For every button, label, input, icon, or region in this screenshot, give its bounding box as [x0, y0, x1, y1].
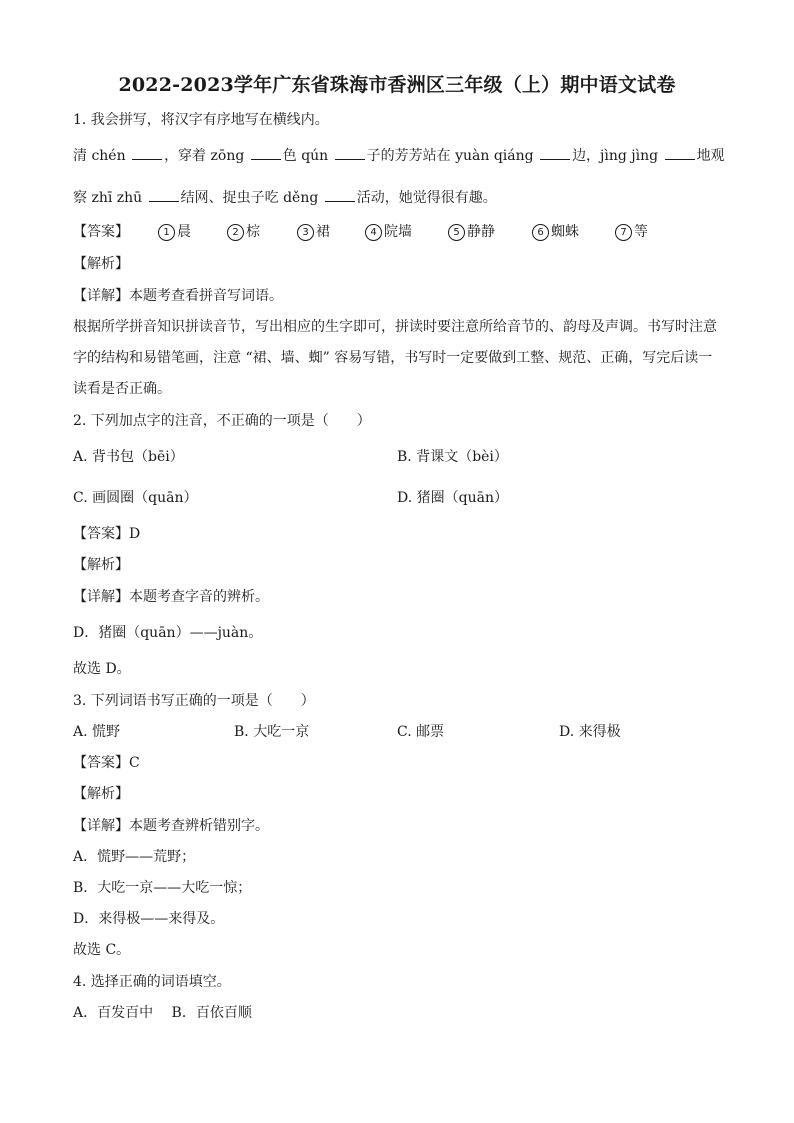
q1-answer-5 [448, 222, 495, 242]
circled-number-icon: 6 [532, 224, 549, 241]
circled-number-icon: 5 [448, 224, 465, 241]
answer-text: 蜘蛛 [551, 224, 579, 240]
answer-text: 晨 [177, 224, 191, 240]
circled-number-icon: 7 [615, 224, 632, 241]
q1-text-seg: 察 zhī zhū [73, 190, 147, 206]
answer-blank [132, 146, 162, 160]
q3-explain-b: B．大吃一京——大吃一惊； [73, 880, 252, 896]
q2-detail: 【详解】本题考查字音的辨析。 [73, 589, 269, 605]
q1-explain-line2: 字的结构和易错笔画，注意 “裙、墙、蜘” 容易写错，书写时一定要做到工整、规范、正确，写完后读一 [73, 350, 713, 366]
q3-explain-d: D．来得极——来得及。 [73, 911, 225, 927]
q3-prompt: 3. 下列词语书写正确的一项是（ ） [73, 693, 315, 709]
answer-blank [325, 188, 355, 202]
q2-prompt: 2. 下列加点字的注音，不正确的一项是（ ） [73, 413, 371, 429]
answer-blank [149, 188, 179, 202]
answer-text: 裙 [316, 224, 330, 240]
q4-options: A．百发百中 B．百依百顺 [73, 1005, 252, 1021]
answer-blank [251, 146, 281, 160]
q1-text-seg: 子的芳芳站在 yuàn qiáng [366, 148, 539, 164]
q2-option-b: B. 背课文（bèi） [397, 449, 508, 465]
q1-explain-line3: 读看是否正确。 [73, 381, 171, 397]
q3-option-d: D. 来得极 [559, 724, 621, 740]
q4-prompt: 4. 选择正确的词语填空。 [73, 974, 231, 990]
q2-explain: D．猪圈（quān）——juàn。 [73, 625, 263, 641]
q1-text-seg: 色 qún [282, 148, 333, 164]
answer-blank [540, 146, 570, 160]
q3-explain-a: A．慌野——荒野； [73, 849, 196, 865]
q1-text-seg: 地观 [696, 148, 725, 164]
circled-number-icon: 2 [227, 224, 244, 241]
q1-text-seg: 活动，她觉得很有趣。 [356, 190, 497, 206]
q1-answer-label: 【答案】 [73, 224, 129, 240]
q3-option-a: A. 慌野 [73, 724, 121, 740]
q1-answer-4 [365, 222, 412, 242]
circled-number-icon: 4 [365, 224, 382, 241]
q1-explain-line1: 根据所学拼音知识拼读音节，写出相应的生字即可，拼读时要注意所给音节的、韵母及声调。书写时注意 [73, 319, 717, 335]
q1-answer-7 [615, 222, 648, 242]
answer-text: 等 [634, 224, 648, 240]
q1-text-seg: 清 chén [73, 148, 131, 164]
circled-number-icon: 3 [297, 224, 314, 241]
q2-option-a: A. 背书包（bēi） [73, 449, 184, 465]
answer-text: 静静 [467, 224, 495, 240]
q1-answer-1 [158, 222, 191, 242]
q3-option-b: B. 大吃一京 [234, 724, 310, 740]
answer-blank [335, 146, 365, 160]
q2-option-c: C. 画圆圈（quān） [73, 490, 198, 506]
answer-text: 院墙 [384, 224, 412, 240]
q1-answer-2 [227, 222, 260, 242]
q2-option-d: D. 猪圈（quān） [397, 490, 508, 506]
q1-text-seg: ，穿着 zōng [164, 148, 249, 164]
q3-conclusion: 故选 C。 [73, 942, 131, 958]
q1-analysis-label: 【解析】 [73, 256, 129, 272]
q1-answer-3 [297, 222, 330, 242]
q2-conclusion: 故选 D。 [73, 661, 131, 677]
q1-prompt: 1. 我会拼写，将汉字有序地写在横线内。 [73, 112, 329, 128]
q2-analysis-label: 【解析】 [73, 557, 129, 573]
q3-option-c: C. 邮票 [397, 724, 445, 740]
answer-text: 棕 [246, 224, 260, 240]
q1-detail: 【详解】本题考查看拼音写词语。 [73, 288, 283, 304]
circled-number-icon: 1 [158, 224, 175, 241]
q3-detail: 【详解】本题考查辨析错别字。 [73, 818, 269, 834]
answer-blank [665, 146, 695, 160]
q3-answer: 【答案】C [73, 755, 140, 771]
q3-analysis-label: 【解析】 [73, 786, 129, 802]
q1-answer-6 [532, 222, 579, 242]
q1-text-seg: 边，jìng jìng [572, 148, 663, 164]
q2-answer: 【答案】D [73, 526, 141, 542]
page-title: 2022-2023学年广东省珠海市香洲区三年级（上）期中语文试卷 [118, 74, 676, 96]
q1-sentence-line1 [73, 146, 725, 166]
q1-sentence-line2 [73, 188, 497, 208]
q1-text-seg: 结网、捉虫子吃 děng [180, 190, 323, 206]
